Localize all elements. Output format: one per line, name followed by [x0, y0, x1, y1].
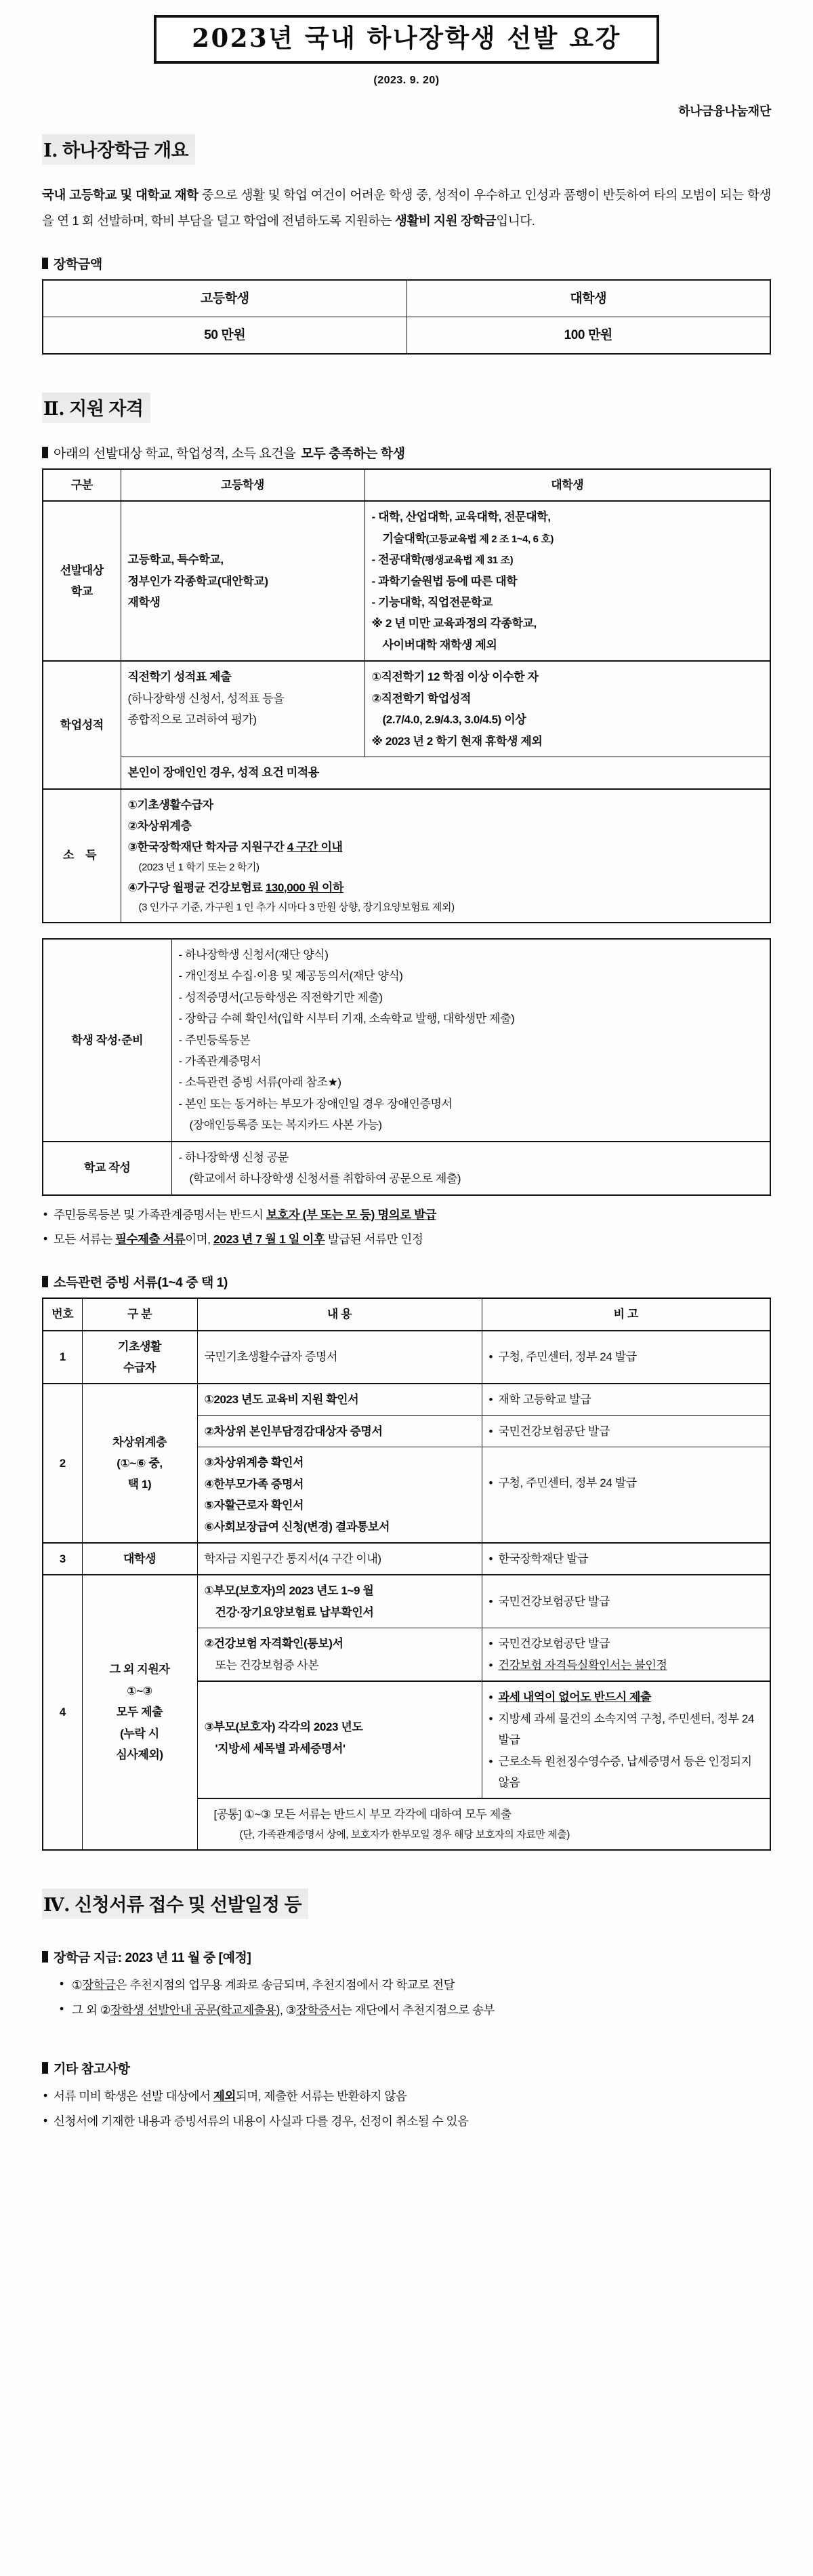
table-row	[43, 501, 770, 661]
docs-school-item-2: (학교에서 하나장학생 신청서를 취합하여 공문으로 제출)	[189, 1172, 461, 1186]
income-row-2-content-3a: ③차상위계층 확인서	[204, 1456, 304, 1470]
note-item-1	[42, 1203, 771, 1228]
income-row-2-remark-3-text: 구청, 주민센터, 정부 24 발급	[498, 1476, 637, 1490]
payment-items	[42, 1973, 771, 2024]
remark-line: • 재학 고등학교 발급	[488, 1393, 591, 1407]
table-row	[43, 789, 770, 923]
amount-header-high: 고등학생	[43, 280, 406, 317]
payment-item-1	[60, 1973, 771, 1998]
table-row	[43, 1575, 770, 1628]
income-row-4-no: 4	[43, 1575, 82, 1849]
income-row-4-content-1a: ①부모(보호자)의 2023 년도 1~9 월	[204, 1584, 374, 1598]
note-2-underline: 필수제출 서류	[115, 1232, 186, 1247]
income-row-4-content-2	[197, 1628, 482, 1681]
target-school-univ-line-2	[372, 528, 764, 549]
income-row-3-category: 대학생	[82, 1543, 197, 1575]
income-row-2-cat-1: 차상위계층	[112, 1435, 167, 1449]
eligibility-header-univ: 대학생	[364, 469, 770, 501]
income-row-1-cat-1: 기초생활	[117, 1340, 162, 1353]
table-row	[43, 469, 770, 501]
square-bullet-icon	[42, 1276, 48, 1287]
income-row-4-cat-1: 그 외 지원자	[109, 1663, 170, 1676]
note-2-pre: 모든 서류는	[54, 1232, 116, 1247]
income-header-no: 번호	[43, 1298, 82, 1330]
note-1-underline: 보호자 (부 또는 모 등) 명의로 발급	[266, 1207, 436, 1222]
income-row-2-cat-2: (①~⑥ 중,	[117, 1456, 163, 1470]
income-row-4-cat-3: 모두 제출	[116, 1706, 163, 1719]
section-4-numeral: Ⅳ.	[43, 1894, 70, 1916]
amount-value-univ: 100 만원	[406, 317, 770, 354]
target-school-high-line-3: 재학생	[127, 596, 161, 609]
row-label-line-1: 선발대상	[60, 563, 104, 577]
page-title: 2023년 국내 하나장학생 선발 요강	[154, 15, 659, 64]
income-row-4-remark-2	[482, 1628, 770, 1681]
income-row-1-cat-2: 수급자	[123, 1361, 157, 1374]
income-row-1-no: 1	[43, 1331, 82, 1384]
academic-univ-line-3: (2.7/4.0, 2.9/4.3, 3.0/4.5) 이상	[382, 713, 526, 727]
square-bullet-icon	[42, 447, 48, 458]
univ-line2-note: (고등교육법 제 2 조 1~4, 6 호)	[425, 533, 554, 545]
table-row	[43, 1142, 770, 1195]
target-school-high-line-1: 고등학교, 특수학교,	[127, 553, 224, 567]
target-school-univ-line-7: 사이버대학 재학생 제외	[382, 638, 497, 651]
income-row-4-remark-3	[482, 1681, 770, 1798]
section-2-numeral: Ⅱ.	[43, 398, 65, 420]
income-row-2-no: 2	[43, 1384, 82, 1543]
amount-block-label-text: 장학금액	[54, 257, 102, 272]
academic-univ	[364, 661, 770, 757]
docs-label-school: 학교 작성	[43, 1142, 171, 1195]
income-row-4-content-2a: ②건강보험 자격확인(통보)서	[204, 1637, 343, 1651]
income-item-1: ①기초생활수급자	[127, 798, 213, 811]
table-row	[43, 757, 770, 789]
payment-item-1-post: 은 추천지점의 업무용 계좌로 송금되며, 추천지점에서 각 학교로 전달	[115, 1977, 455, 1992]
income-row-3-no: 3	[43, 1543, 82, 1575]
docs-school-item-1: - 하나장학생 신청 공문	[178, 1150, 289, 1164]
target-school-univ-line-6: ※ 2 년 미만 교육과정의 각종학교,	[371, 617, 537, 630]
table-row	[43, 317, 770, 354]
income-row-2-cat-3: 택 1)	[127, 1478, 152, 1491]
income-row-4-cat-2: ①~③	[127, 1684, 152, 1697]
income-row-4-remark-2a: 국민건강보험공단 발급	[498, 1637, 610, 1651]
income-row-4-remark-3a: 과세 내역이 없어도 반드시 제출	[498, 1691, 652, 1704]
required-documents-table	[42, 938, 771, 1196]
income-row-3-content: 학자금 지원구간 통지서(4 구간 이내)	[197, 1543, 482, 1575]
table-row	[43, 661, 770, 757]
docs-student-item-2: - 개인정보 수집·이용 및 제공동의서(재단 양식)	[178, 969, 403, 983]
income-row-2-remark-3	[482, 1447, 770, 1543]
square-bullet-icon	[42, 2062, 48, 2074]
note-2-mid: 이며,	[185, 1232, 213, 1247]
income-row-1-remark-1-text: 구청, 주민센터, 정부 24 발급	[498, 1350, 637, 1364]
income-item-2: ②차상위계층	[127, 819, 192, 832]
income-item-4	[128, 877, 764, 898]
income-row-4-cat-5: 심사제외)	[116, 1748, 163, 1762]
row-label-line-2: 학교	[70, 585, 93, 599]
note-2-underline-2: 2023 년 7 월 1 일 이후	[213, 1232, 325, 1247]
univ-line2-main: 기술대학	[382, 531, 426, 545]
income-item-3	[128, 837, 764, 858]
table-row	[43, 1384, 770, 1415]
income-row-3-remarks	[482, 1543, 770, 1575]
income-row-2-remark-2	[482, 1415, 770, 1447]
other-note-1-underline: 제외	[213, 2089, 236, 2103]
document-date: (2023. 9. 20)	[373, 74, 440, 86]
income-row-2-content-3b: ④한부모가족 증명서	[204, 1477, 304, 1491]
docs-label-student: 학생 작성·준비	[43, 939, 171, 1142]
income-row-3-remark-text: 한국장학재단 발급	[498, 1552, 588, 1565]
payment-item-2-pre: 그 외 ②	[72, 2003, 110, 2017]
docs-student-items	[171, 939, 770, 1142]
income-row-2-category	[82, 1384, 197, 1543]
income-row-2-content-3d: ⑥사회보장급여 신청(변경) 결과통보서	[204, 1520, 390, 1533]
eligibility-header-high: 고등학생	[121, 469, 364, 501]
income-row-1-remark-1: • 구청, 주민센터, 정부 24 발급	[488, 1350, 637, 1364]
eligibility-label-prefix: 아래의 선발대상 학교, 학업성적, 소득 요건을	[54, 446, 296, 461]
income-row-2-remark-1	[482, 1384, 770, 1415]
income-footer-main	[205, 1804, 764, 1825]
income-item-4-note: (3 인가구 기준, 가구원 1 인 추가 시마다 3 만원 상향, 장기요양보험료 제외)	[138, 902, 455, 913]
academic-univ-line-4: ※ 2023 년 2 학기 현재 휴학생 제외	[371, 734, 543, 748]
docs-student-item-1: - 하나장학생 신청서(재단 양식)	[178, 948, 329, 961]
academic-high-line-2: (하나장학생 신청서, 성적표 등을	[127, 691, 285, 705]
target-school-univ-line-4: - 과학기술원법 등에 따른 대학	[371, 574, 518, 588]
eligibility-block-label	[42, 443, 771, 462]
intro-end-text: 입니다.	[496, 213, 535, 228]
income-row-4-content-1	[197, 1575, 482, 1628]
payment-block-label	[42, 1948, 771, 1966]
income-item-3-main: ③한국장학재단 학자금 지원구간	[127, 841, 287, 854]
income-row-4-content-3b: '지방세 세목별 과세증명서'	[215, 1742, 346, 1755]
row-label-target-school	[43, 501, 121, 661]
income-header-remarks: 비 고	[482, 1298, 770, 1330]
title-block	[0, 0, 813, 64]
row-label-academic: 학업성적	[43, 661, 121, 788]
section-1-title: 하나장학금 개요	[62, 140, 189, 161]
table-row	[43, 1543, 770, 1575]
table-row	[43, 939, 770, 1142]
remark-line: • 국민건강보험공단 발급	[488, 1637, 610, 1651]
docs-student-item-6: - 가족관계증명서	[178, 1054, 262, 1068]
income-row-2-content-3c: ⑤자활근로자 확인서	[204, 1499, 304, 1512]
income-item-4-main: ④가구당 월평균 건강보험료	[127, 881, 266, 894]
target-school-univ-line-3	[372, 549, 764, 570]
section-1-heading	[42, 134, 195, 165]
other-note-2-pre: 신청서에 기재한 내용과 증빙서류의 내용이 사실과 다를 경우, 선정이 취소될 수 있음	[54, 2114, 469, 2128]
income-row-4-remark-3c: 근로소득 원천징수영수증, 납세증명서 등은 인정되지 않음	[498, 1754, 752, 1789]
square-bullet-icon	[42, 258, 48, 269]
univ-line3-main: - 전공대학	[371, 553, 422, 567]
amount-value-high: 50 만원	[43, 317, 406, 354]
income-row-4-content-1b: 건강·장기요양보험료 납부확인서	[215, 1605, 374, 1619]
income-row-2-content-2: ②차상위 본인부담경감대상자 증명서	[197, 1415, 482, 1447]
income-item-3-note: (2023 년 1 학기 또는 2 학기)	[138, 861, 259, 873]
remark-line: • 국민건강보험공단 발급	[488, 1595, 610, 1609]
other-note-2	[42, 2109, 771, 2134]
docs-student-item-4: - 장학금 수혜 확인서(입학 시부터 기재, 소속학교 발행, 대학생만 제출)	[178, 1012, 515, 1026]
intro-bold-lead: 국내 고등학교 및 대학교 재학	[42, 187, 199, 202]
note-item-2	[42, 1227, 771, 1252]
note-2-post: 발급된 서류만 인정	[325, 1232, 423, 1247]
income-documents-table	[42, 1297, 771, 1851]
other-note-1-post: 되며, 제출한 서류는 반환하지 않음	[235, 2089, 407, 2103]
income-footer-sub: (단, 가족관계증명서 상에, 보호자가 한부모일 경우 해당 보호자의 자료만 제출)	[239, 1828, 570, 1840]
document-notes	[42, 1203, 771, 1253]
income-row-4-cat-4: (누락 시	[120, 1727, 159, 1740]
income-content	[121, 789, 770, 923]
payment-label-text: 장학금 지급: 2023 년 11 월 중 [예정]	[54, 1950, 251, 1965]
payment-item-2-underline-2: 장학증서	[296, 2003, 341, 2017]
table-row	[43, 1298, 770, 1330]
academic-disability-note: 본인이 장애인인 경우, 성적 요건 미적용	[121, 757, 770, 789]
income-row-2-remark-1-text: 재학 고등학교 발급	[498, 1393, 591, 1407]
income-row-4-footer	[197, 1798, 770, 1849]
income-row-1-category	[82, 1331, 197, 1384]
note-1-pre: 주민등록등본 및 가족관계증명서는 반드시	[54, 1207, 266, 1222]
academic-high-line-3: 종합적으로 고려하여 평가)	[127, 713, 257, 727]
other-note-1-pre: 서류 미비 학생은 선발 대상에서	[54, 2089, 213, 2103]
remark-line: • 근로소득 원천징수영수증, 납세증명서 등은 인정되지 않음	[488, 1754, 752, 1789]
payment-item-2-post: 는 재단에서 추천지점으로 송부	[340, 2003, 495, 2017]
income-row-4-category	[82, 1575, 197, 1849]
intro-bold-tail: 생활비 지원 장학금	[395, 213, 497, 228]
remark-line: • 국민건강보험공단 발급	[488, 1424, 610, 1438]
academic-univ-line-1: ①직전학기 12 학점 이상 이수한 자	[371, 670, 539, 684]
payment-item-1-pre: ①	[72, 1977, 83, 1992]
remark-line: • 한국장학재단 발급	[488, 1552, 588, 1565]
section-1-intro	[42, 182, 771, 234]
academic-high-line-1: 직전학기 성적표 제출	[127, 670, 232, 684]
income-item-3-underline: 4 구간 이내	[287, 841, 343, 854]
academic-univ-line-2: ②직전학기 학업성적	[371, 691, 471, 705]
income-footer-main-text: [공통] ①~③ 모든 서류는 반드시 부모 각각에 대하여 모두 제출	[213, 1808, 512, 1822]
income-docs-label-text: 소득관련 증빙 서류(1~4 중 택 1)	[54, 1276, 228, 1291]
table-row	[43, 280, 770, 317]
section-1-numeral: Ⅰ.	[43, 140, 58, 161]
income-docs-block-label	[42, 1272, 771, 1291]
amount-header-univ: 대학생	[406, 280, 770, 317]
income-row-1-content: 국민기초생활수급자 증명서	[197, 1331, 482, 1384]
table-row	[43, 1331, 770, 1384]
organization-name: 하나금융나눔재단	[678, 104, 771, 118]
income-row-2-content-1: ①2023 년도 교육비 지원 확인서	[197, 1384, 482, 1415]
income-row-2-content-3	[197, 1447, 482, 1543]
income-row-4-content-2b: 또는 건강보험증 사본	[215, 1658, 319, 1672]
other-notes-items	[42, 2084, 771, 2134]
remark-line: • 과세 내역이 없어도 반드시 제출	[488, 1691, 652, 1704]
section-2-title: 지원 자격	[69, 398, 144, 419]
univ-line3-note: (평생교육법 제 31 조)	[421, 555, 514, 567]
eligibility-header-gubun: 구분	[43, 469, 121, 501]
other-notes-label-text: 기타 참고사항	[54, 2061, 130, 2076]
income-row-2-remark-2-text: 국민건강보험공단 발급	[498, 1424, 610, 1438]
docs-school-items	[171, 1142, 770, 1195]
remark-line: • 구청, 주민센터, 정부 24 발급	[488, 1476, 637, 1490]
target-school-univ-line-1: - 대학, 산업대학, 교육대학, 전문대학,	[371, 510, 551, 524]
income-row-1-remarks	[482, 1331, 770, 1384]
other-notes-block-label	[42, 2059, 771, 2077]
income-row-4-remark-1-text: 국민건강보험공단 발급	[498, 1595, 610, 1609]
academic-high	[121, 661, 364, 757]
scholarship-amount-table	[42, 279, 771, 355]
section-2-heading	[42, 393, 150, 423]
other-note-1	[42, 2084, 771, 2109]
income-row-4-remark-3b: 지방세 과세 물건의 소속지역 구청, 주민센터, 정부 24 발급	[498, 1712, 754, 1747]
target-school-univ	[364, 501, 770, 661]
remark-line: • 지방세 과세 물건의 소속지역 구청, 주민센터, 정부 24 발급	[488, 1712, 754, 1747]
eligibility-label-bold: 모두 충족하는 학생	[301, 446, 405, 461]
income-row-4-remark-1	[482, 1575, 770, 1628]
payment-item-2-mid: , ③	[279, 2003, 297, 2017]
docs-student-item-9: (장애인등록증 또는 복지카드 사본 가능)	[189, 1119, 382, 1132]
payment-item-1-underline: 장학금	[82, 1977, 116, 1992]
eligibility-table	[42, 468, 771, 923]
income-header-category: 구 분	[82, 1298, 197, 1330]
docs-student-item-5: - 주민등록등본	[178, 1033, 251, 1047]
income-row-4-content-3	[197, 1681, 482, 1798]
docs-student-item-8: - 본인 또는 동거하는 부모가 장애인일 경우 장애인증명서	[178, 1097, 453, 1110]
row-label-income: 소 득	[43, 789, 121, 923]
target-school-high	[121, 501, 364, 661]
amount-block-label	[42, 254, 771, 273]
payment-item-2	[60, 1998, 771, 2024]
remark-line: • 건강보험 자격득실확인서는 불인정	[488, 1658, 667, 1672]
section-4-title: 신청서류 접수 및 선발일정 등	[75, 1894, 302, 1915]
docs-student-item-7: - 소득관련 증빙 서류(아래 참조★)	[178, 1076, 341, 1089]
target-school-univ-line-5: - 기능대학, 직업전문학교	[371, 596, 493, 609]
target-school-high-line-2: 정부인가 각종학교(대안학교)	[127, 574, 268, 588]
section-4-heading	[42, 1889, 308, 1919]
square-bullet-icon	[42, 1951, 48, 1963]
intro-mid-text: 중으로 생활 및 학업 여건이 어려운 학생 중, 성적이 우수하고 인성과 품행이 반듯하여 타의 모범이 되는 학생을 연 1 회 선발하며, 학비 부담을 덜고 학업에 전념하도록 지원하는	[42, 187, 771, 228]
document-body	[0, 119, 813, 2134]
income-header-content: 내 용	[197, 1298, 482, 1330]
payment-item-2-underline: 장학생 선발안내 공문(학교제출용)	[110, 2003, 280, 2017]
income-row-4-remark-2b: 건강보험 자격득실확인서는 불인정	[498, 1658, 667, 1672]
docs-student-item-3: - 성적증명서(고등학생은 직전학기만 제출)	[178, 990, 383, 1004]
income-row-4-content-3a: ③부모(보호자) 각각의 2023 년도	[204, 1720, 363, 1734]
income-item-4-underline: 130,000 원 이하	[265, 881, 344, 894]
